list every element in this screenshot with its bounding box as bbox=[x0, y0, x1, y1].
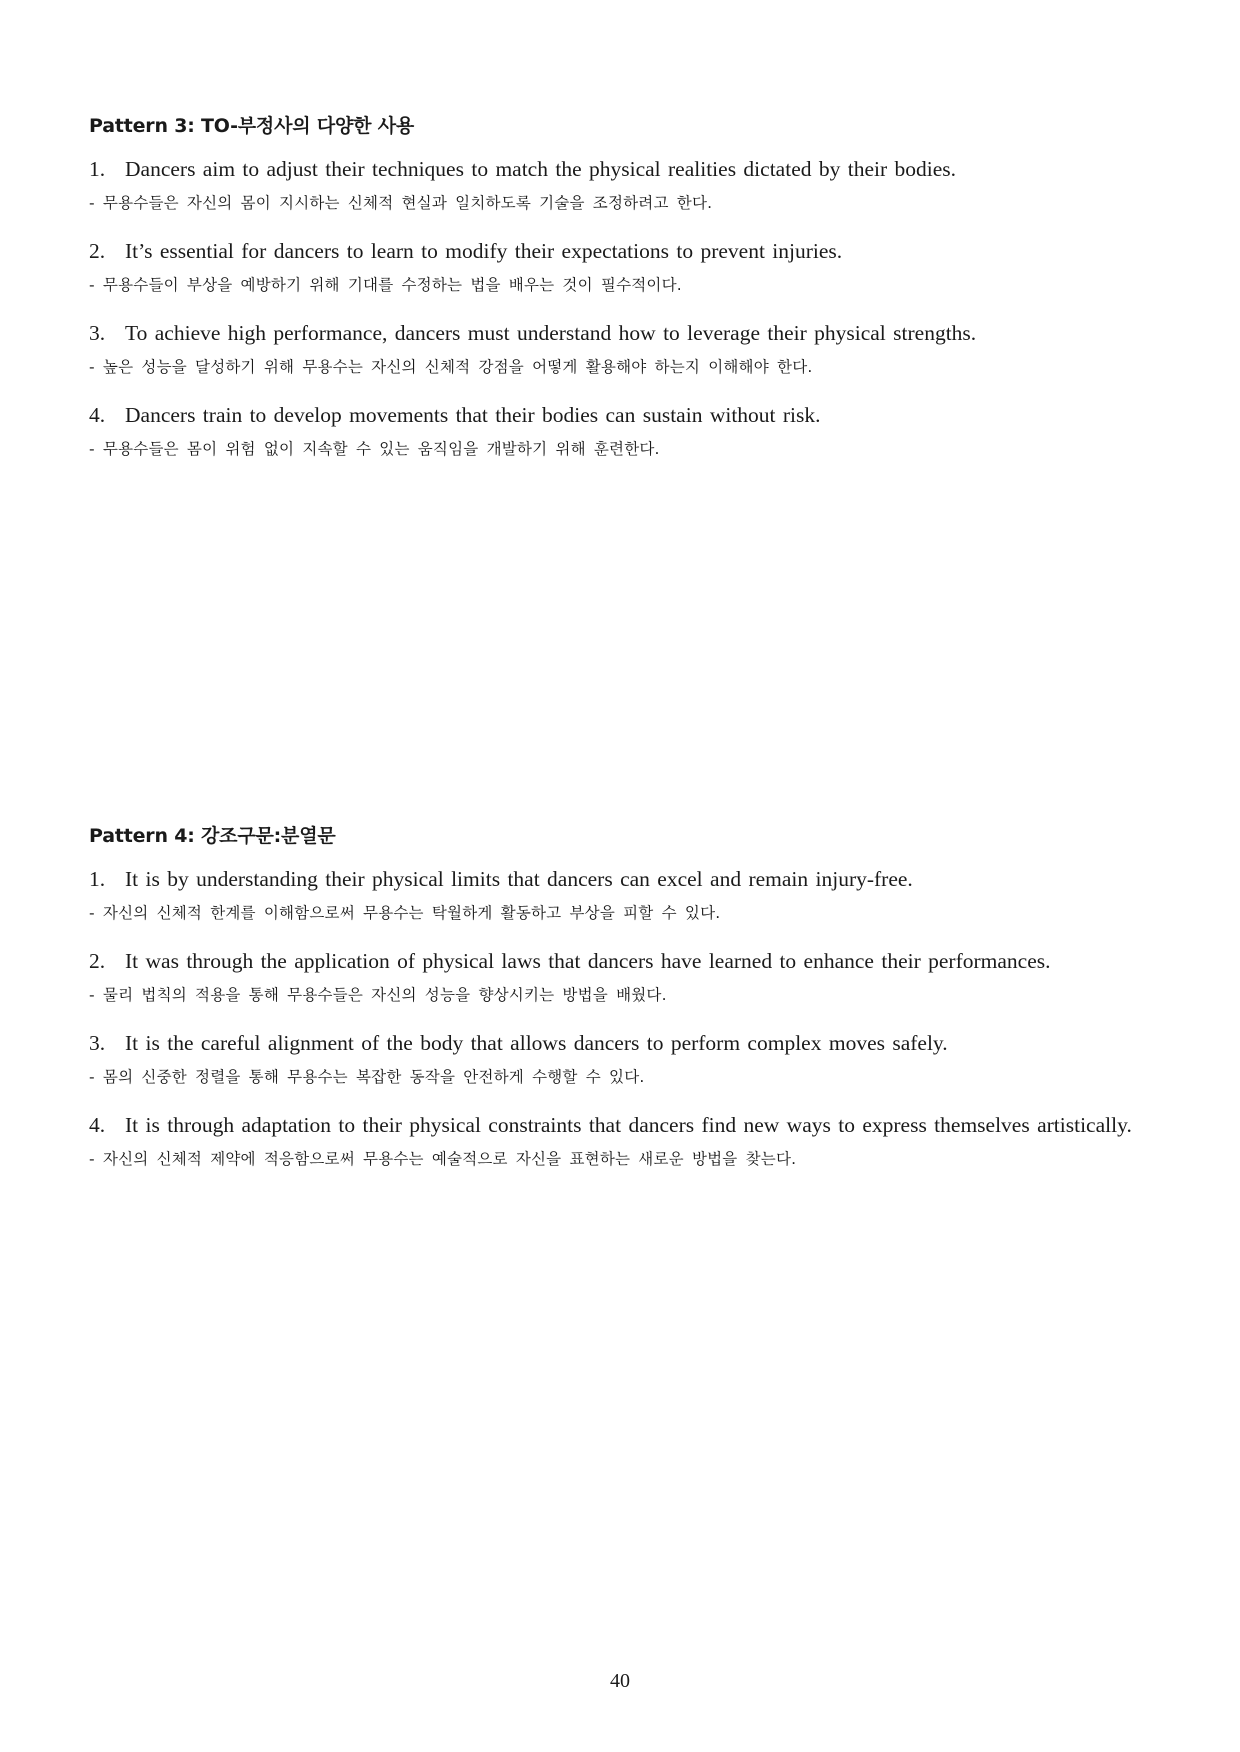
korean-translation: - 무용수들은 몸이 위험 없이 지속할 수 있는 움직임을 개발하기 위해 훈련한다. bbox=[89, 440, 660, 458]
item-number: 2. bbox=[89, 949, 106, 973]
item-number: 4. bbox=[89, 403, 106, 427]
korean-translation: - 무용수들이 부상을 예방하기 위해 기대를 수정하는 법을 배우는 것이 필수적이다. bbox=[89, 276, 682, 294]
item-number: 1. bbox=[89, 157, 106, 181]
example-sentence bbox=[89, 1104, 1154, 1146]
english-text: It was through the application of physical laws that dancers have learned to enhance their performances. bbox=[125, 949, 1051, 973]
example-sentence bbox=[89, 858, 1154, 900]
english-text: Dancers aim to adjust their techniques to match the physical realities dictated by their bodies. bbox=[125, 157, 957, 181]
korean-translation: - 몸의 신중한 정렬을 통해 무용수는 복잡한 동작을 안전하게 수행할 수 있다. bbox=[89, 1068, 645, 1086]
example-sentence bbox=[89, 940, 1154, 982]
item-number: 4. bbox=[89, 1113, 106, 1137]
english-text: Dancers train to develop movements that their bodies can sustain without risk. bbox=[125, 403, 821, 427]
pattern-4-section bbox=[89, 822, 1154, 1186]
korean-translation: - 자신의 신체적 한계를 이해함으로써 무용수는 탁월하게 활동하고 부상을 피할 수 있다. bbox=[89, 904, 721, 922]
example-sentence bbox=[89, 230, 1154, 272]
english-text: It is the careful alignment of the body that allows dancers to perform complex moves safely. bbox=[125, 1031, 948, 1055]
english-text: It is by understanding their physical limits that dancers can excel and remain injury-free. bbox=[125, 867, 913, 891]
example-sentence bbox=[89, 148, 1154, 190]
korean-translation: - 높은 성능을 달성하기 위해 무용수는 자신의 신체적 강점을 어떻게 활용해야 하는지 이해해야 한다. bbox=[89, 358, 813, 376]
english-text: To achieve high performance, dancers must understand how to leverage their physical strengths. bbox=[125, 321, 977, 345]
section-heading: Pattern 3: TO-부정사의 다양한 사용 bbox=[89, 115, 414, 137]
item-number: 2. bbox=[89, 239, 106, 263]
english-text: It’s essential for dancers to learn to modify their expectations to prevent injuries. bbox=[125, 239, 843, 263]
pattern-3-section bbox=[89, 112, 1154, 476]
korean-translation: - 자신의 신체적 제약에 적응함으로써 무용수는 예술적으로 자신을 표현하는 새로운 방법을 찾는다. bbox=[89, 1150, 797, 1168]
example-sentence bbox=[89, 1022, 1154, 1064]
korean-translation: - 무용수들은 자신의 몸이 지시하는 신체적 현실과 일치하도록 기술을 조정하려고 한다. bbox=[89, 194, 713, 212]
page-number: 40 bbox=[610, 1670, 630, 1692]
item-number: 3. bbox=[89, 1031, 106, 1055]
item-number: 3. bbox=[89, 321, 106, 345]
item-number: 1. bbox=[89, 867, 106, 891]
example-sentence bbox=[89, 394, 1154, 436]
section-heading: Pattern 4: 강조구문:분열문 bbox=[89, 825, 336, 847]
korean-translation: - 물리 법칙의 적용을 통해 무용수들은 자신의 성능을 향상시키는 방법을 배웠다. bbox=[89, 986, 667, 1004]
example-sentence bbox=[89, 312, 1154, 354]
english-text: It is through adaptation to their physical constraints that dancers find new ways to express themselves artistically. bbox=[125, 1113, 1132, 1137]
